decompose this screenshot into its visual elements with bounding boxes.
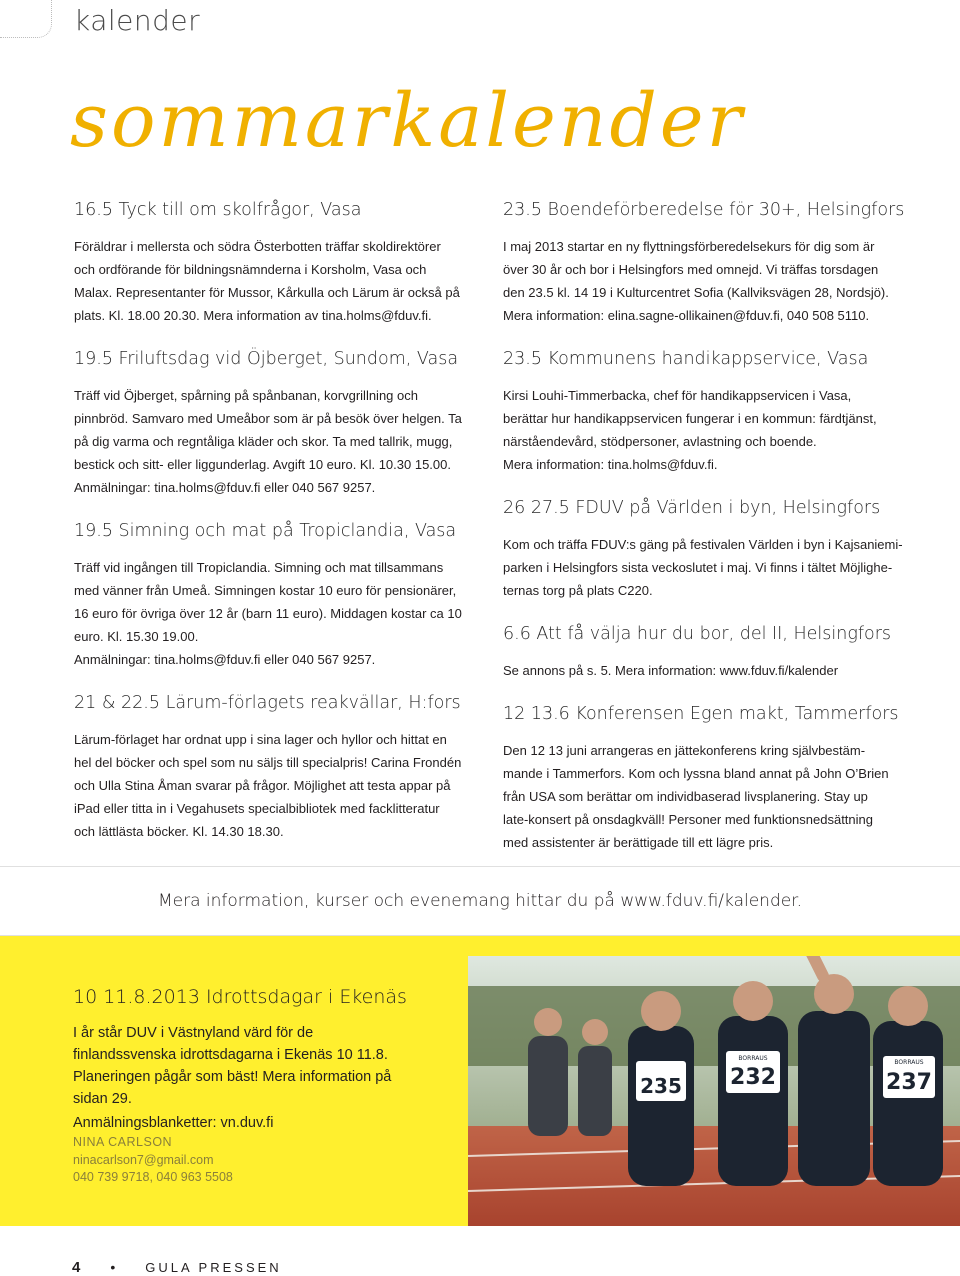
event-description [503, 739, 913, 854]
bib-label: BORRAUS [894, 1059, 924, 1066]
event-title: 16.5 Tyck till om skolfrågor, Vasa [74, 200, 362, 220]
event-description [503, 659, 913, 682]
feature-body [73, 1022, 403, 1136]
event-line: med vänner från Umeå. Simningen kostar 10 euro för pensionärer, [74, 583, 457, 598]
left-event-column [74, 200, 474, 865]
event-line: bestick och sitt- eller liggunderlag. Avgift 10 euro. Kl. 10.30 15.00. [74, 457, 451, 472]
section-label: kalender [74, 4, 201, 37]
event-line: mande i Tammerfors. Kom och lyssna bland annat på John O’Brien [503, 766, 889, 781]
feature-paragraph: Anmälningsblanketter: vn.duv.fi [73, 1115, 274, 1131]
event-line: 16 euro för övriga över 12 år (barn 11 euro). Middagen kostar ca 10 [74, 606, 462, 621]
event-line: från USA som berättar om individbaserad livsplanering. Stay up [503, 789, 868, 804]
feature-paragraph: I år står DUV i Västnyland värd för de finlandssvenska idrottsdagarna i Ekenäs 10 11.8. Planeringen pågår som bäst! Mera information på sidan 29. [73, 1025, 392, 1107]
athletes-photo-illustration [468, 956, 960, 1226]
right-event-column [503, 200, 913, 876]
event-line: Träff vid ingången till Tropiclandia. Simning och mat tillsammans [74, 560, 444, 575]
event-title: 6.6 Att få välja hur du bor, del II, Helsingfors [503, 624, 892, 644]
event-title: 23.5 Kommunens handikappservice, Vasa [503, 349, 869, 369]
info-band-text: Mera information, kurser och evenemang hittar du på www.fduv.fi/kalender. [157, 891, 803, 911]
feature-panel [0, 936, 960, 1226]
event-description [74, 728, 474, 843]
bib-number: 237 [886, 1070, 932, 1095]
event-line: euro. Kl. 15.30 19.00. [74, 629, 199, 644]
bib-label: BORRAUS [738, 1055, 768, 1062]
event-line: över 30 år och bor i Helsingfors med omnejd. Vi träffas torsdagen [503, 262, 879, 277]
calendar-event [503, 704, 913, 854]
event-description [74, 556, 474, 671]
contact-email[interactable]: ninacarlson7@gmail.com [73, 1152, 214, 1167]
calendar-event [74, 693, 474, 843]
page-footer [72, 1258, 282, 1276]
feature-title: 10 11.8.2013 Idrottsdagar i Ekenäs [73, 986, 407, 1008]
event-line: Träff vid Öjberget, spårning på spånbanan, korvgrillning och [74, 388, 418, 403]
event-line: och ordförande för bildningsnämnderna i Korsholm, Vasa och [74, 262, 427, 277]
event-line: Mera information: tina.holms@fduv.fi. [503, 457, 718, 472]
event-line: med assistenter är berättigade till ett lägre pris. [503, 835, 774, 850]
event-line: Den 12 13 juni arrangeras en jättekonferens kring självbestäm- [503, 743, 866, 758]
event-line: närståendevård, stödpersoner, avlastning och boende. [503, 434, 817, 449]
contact-block [73, 1134, 233, 1187]
event-description [503, 533, 913, 602]
event-line: late-konsert på onsdagkväll! Personer med funktionsnedsättning [503, 812, 873, 827]
event-description [503, 235, 913, 327]
contact-phone: 040 739 9718, 040 963 5508 [73, 1170, 233, 1184]
event-line: Se annons på s. 5. Mera information: www.fduv.fi/kalender [503, 663, 839, 678]
calendar-event [74, 349, 474, 499]
event-line: Lärum-förlaget har ordnat upp i sina lager och hyllor och hittat en [74, 732, 447, 747]
event-line: ternas torg på plats C220. [503, 583, 653, 598]
event-line: hel del böcker och spel som nu säljs till specialpris! Carina Frondén [74, 755, 462, 770]
contact-name: NINA CARLSON [73, 1135, 173, 1149]
page-number: 4 [72, 1258, 81, 1276]
calendar-event [503, 200, 913, 327]
event-line: Kirsi Louhi-Timmerbacka, chef för handikappservicen i Vasa, [503, 388, 852, 403]
event-description [74, 384, 474, 499]
athletes-photo [468, 956, 960, 1226]
event-title: 12 13.6 Konferensen Egen makt, Tammerfors [503, 704, 899, 724]
event-line: Kom och träffa FDUV:s gäng på festivalen Världen i byn i Kajsaniemi- [503, 537, 903, 552]
event-line: och Ulla Stina Åman svarar på frågor. Möjlighet att testa appar på [74, 778, 451, 793]
bib-number: 235 [640, 1074, 682, 1098]
event-line: Malax. Representanter för Mussor, Kårkulla och Lärum är också på [74, 285, 460, 300]
bib-number: 232 [730, 1065, 776, 1090]
event-line: på dig varma och regntåliga kläder och skor. Ta med tallrik, mugg, [74, 434, 453, 449]
event-title: 19.5 Friluftsdag vid Öjberget, Sundom, Vasa [74, 349, 459, 369]
info-band [0, 866, 960, 936]
event-description [503, 384, 913, 476]
calendar-event [74, 200, 474, 327]
calendar-event [74, 521, 474, 671]
event-title: 26 27.5 FDUV på Världen i byn, Helsingfors [503, 498, 881, 518]
publication-name: GULA PRESSEN [145, 1259, 282, 1275]
event-title: 21 & 22.5 Lärum-förlagets reakvällar, H:fors [74, 693, 461, 713]
event-line: I maj 2013 startar en ny flyttningsförberedelsekurs för dig som är [503, 239, 875, 254]
calendar-event [503, 498, 913, 602]
corner-tab-decoration [0, 0, 52, 38]
event-line: iPad eller titta in i Vegahusets specialbibliotek med facklitteratur [74, 801, 440, 816]
event-line: den 23.5 kl. 14 19 i Kulturcentret Sofia (Kallviksvägen 28, Nordsjö). [503, 285, 889, 300]
event-line: Anmälningar: tina.holms@fduv.fi eller 040 567 9257. [74, 480, 376, 495]
event-title: 19.5 Simning och mat på Tropiclandia, Vasa [74, 521, 457, 541]
event-line: och lättlästa böcker. Kl. 14.30 18.30. [74, 824, 284, 839]
event-line: Anmälningar: tina.holms@fduv.fi eller 040 567 9257. [74, 652, 376, 667]
event-line: parken i Helsingfors sista veckoslutet i maj. Vi finns i tältet Möjlighe- [503, 560, 893, 575]
footer-separator: • [110, 1259, 116, 1275]
event-line: Föräldrar i mellersta och södra Österbotten träffar skoldirektörer [74, 239, 441, 254]
event-description [74, 235, 474, 327]
calendar-event [503, 624, 913, 682]
event-line: Mera information: elina.sagne-ollikainen@fduv.fi, 040 508 5110. [503, 308, 870, 323]
calendar-event [503, 349, 913, 476]
event-line: plats. Kl. 18.00 20.30. Mera information av tina.holms@fduv.fi. [74, 308, 432, 323]
event-line: berättar hur handikappservicen fungerar i en kommun: färdtjänst, [503, 411, 877, 426]
script-title: sommarkalender [70, 78, 745, 164]
event-line: pinnbröd. Samvaro med Umeåbor som är på besök över helgen. Ta [74, 411, 462, 426]
event-title: 23.5 Boendeförberedelse för 30+, Helsingfors [503, 200, 905, 220]
